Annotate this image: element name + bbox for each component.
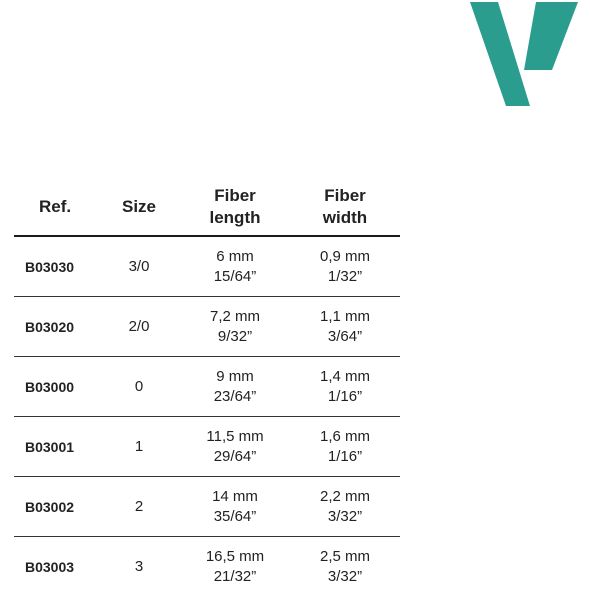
width-mm: 2,5 mm [290,547,400,567]
size-cell: 0 [98,357,180,417]
header-fiber-length-line2: length [180,207,290,229]
size-cell: 2 [98,477,180,537]
fiber-length-cell [180,417,290,477]
fiber-length-cell [180,236,290,297]
size-cell: 2/0 [98,297,180,357]
width-in: 3/32” [290,507,400,527]
width-mm: 0,9 mm [290,247,400,267]
fiber-width-cell [290,357,400,417]
header-fiber-width [290,178,400,236]
ref-cell: B03003 [14,537,98,596]
size-cell: 1 [98,417,180,477]
length-mm: 7,2 mm [180,307,290,327]
ref-cell: B03000 [14,357,98,417]
length-mm: 11,5 mm [180,427,290,447]
table-row [14,297,400,357]
fiber-length-cell [180,357,290,417]
width-in: 3/64” [290,327,400,347]
width-in: 3/32” [290,567,400,587]
fiber-width-cell [290,477,400,537]
fiber-length-cell [180,477,290,537]
table-row [14,537,400,596]
table-row [14,417,400,477]
ref-cell: B03002 [14,477,98,537]
table-row [14,477,400,537]
header-fiber-length-line1: Fiber [180,185,290,207]
ref-cell: B03020 [14,297,98,357]
specifications-table [14,178,400,596]
fiber-length-cell [180,537,290,596]
length-mm: 14 mm [180,487,290,507]
length-in: 29/64” [180,447,290,467]
width-mm: 1,4 mm [290,367,400,387]
width-in: 1/32” [290,267,400,287]
fiber-width-cell [290,537,400,596]
width-in: 1/16” [290,447,400,467]
table-row [14,236,400,297]
length-mm: 9 mm [180,367,290,387]
size-cell: 3/0 [98,236,180,297]
length-in: 15/64” [180,267,290,287]
header-fiber-width-line1: Fiber [290,185,400,207]
ref-cell: B03030 [14,236,98,297]
fiber-width-cell [290,297,400,357]
v-logo-icon [470,2,578,106]
table-row [14,357,400,417]
header-ref: Ref. [14,178,98,236]
header-fiber-length [180,178,290,236]
fiber-width-cell [290,417,400,477]
length-mm: 16,5 mm [180,547,290,567]
header-size: Size [98,178,180,236]
length-in: 21/32” [180,567,290,587]
fiber-length-cell [180,297,290,357]
width-mm: 1,1 mm [290,307,400,327]
size-cell: 3 [98,537,180,596]
header-fiber-width-line2: width [290,207,400,229]
length-in: 9/32” [180,327,290,347]
width-in: 1/16” [290,387,400,407]
width-mm: 1,6 mm [290,427,400,447]
fiber-width-cell [290,236,400,297]
length-mm: 6 mm [180,247,290,267]
ref-cell: B03001 [14,417,98,477]
length-in: 35/64” [180,507,290,527]
length-in: 23/64” [180,387,290,407]
width-mm: 2,2 mm [290,487,400,507]
table-header-row [14,178,400,236]
